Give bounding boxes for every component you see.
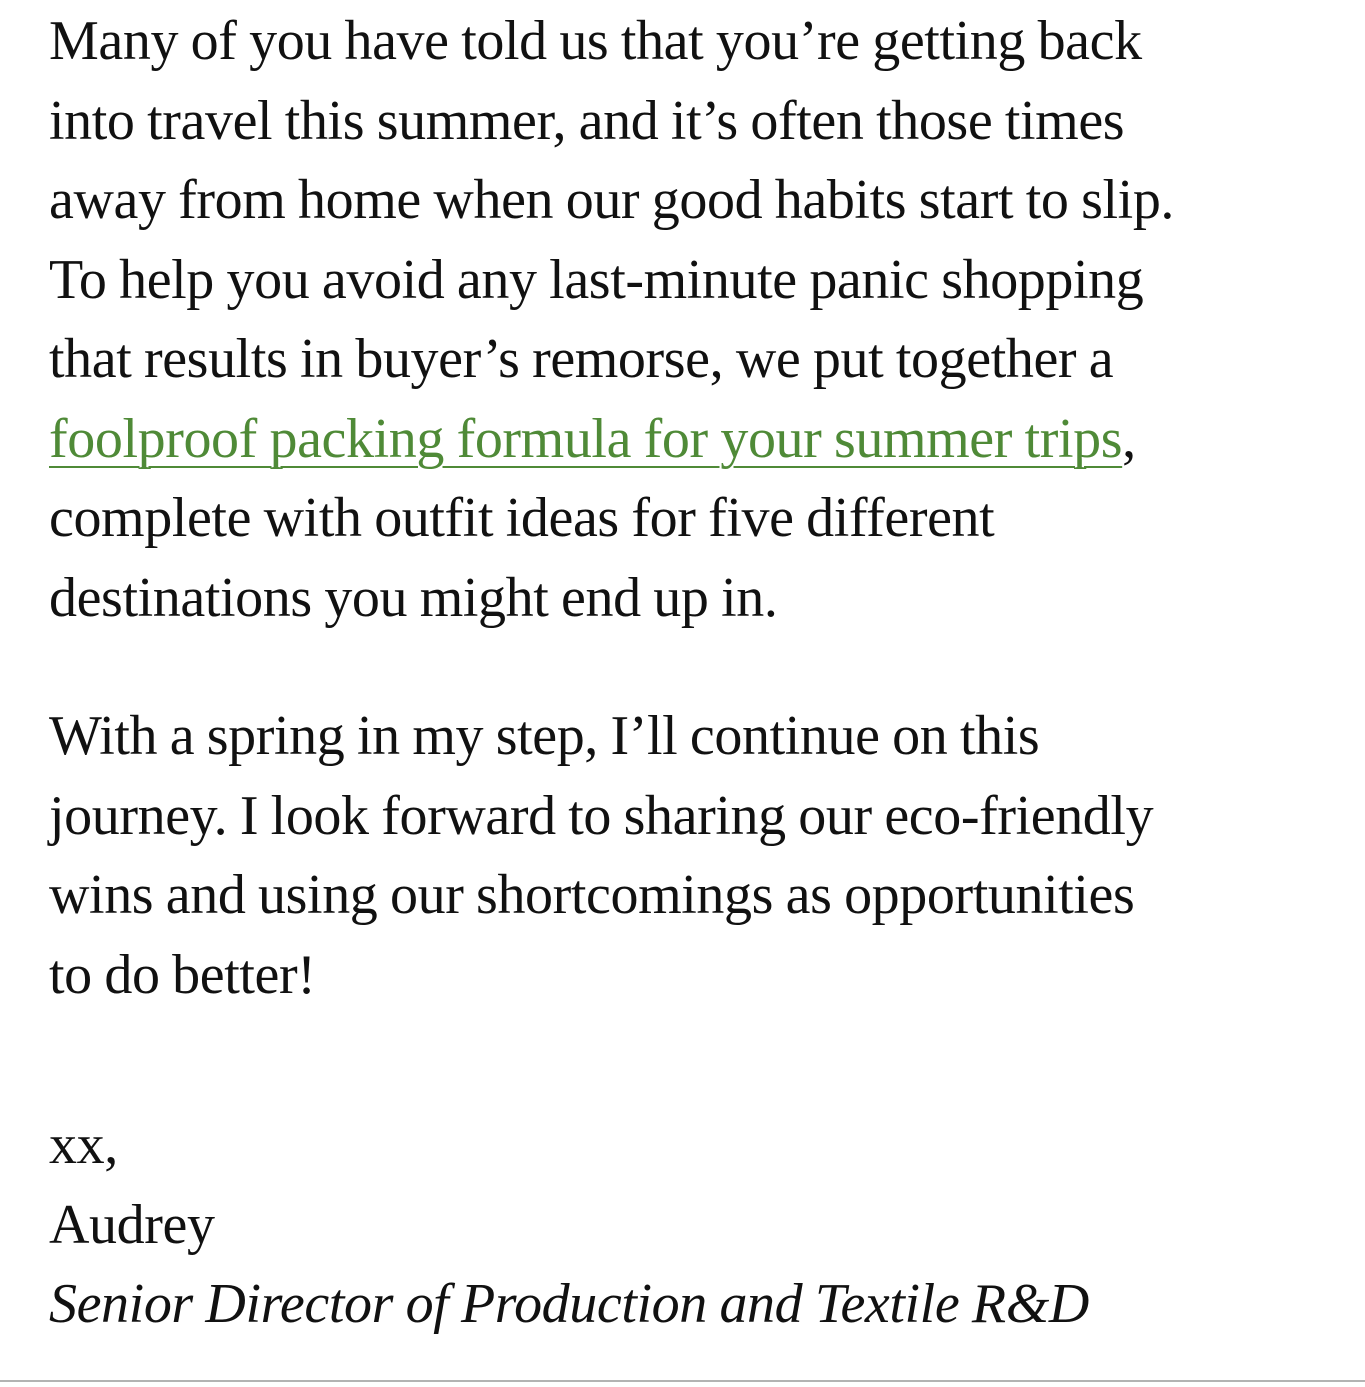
bottom-divider bbox=[0, 1380, 1365, 1382]
text-line: wins and using our shortcomings as opportunities bbox=[49, 864, 1135, 926]
text-line: into travel this summer, and it’s often those times bbox=[49, 89, 1125, 152]
text-line: With a spring in my step, I’ll continue on this bbox=[49, 705, 1040, 767]
packing-formula-link[interactable]: foolproof packing formula for your summer trips bbox=[49, 407, 1123, 470]
letter-body bbox=[49, 0, 1349, 1345]
text-line: destinations you might end up in. bbox=[49, 566, 778, 629]
closing: xx, bbox=[49, 1114, 118, 1176]
text-line: to do better! bbox=[49, 943, 316, 1006]
text-line: away from home when our good habits start to slip. bbox=[49, 169, 1175, 231]
link-trailing-comma: , bbox=[1122, 407, 1136, 470]
paragraph-travel bbox=[49, 2, 1349, 638]
text-line: that results in buyer’s remorse, we put together a bbox=[49, 328, 1114, 390]
text-line: complete with outfit ideas for five different bbox=[49, 487, 995, 549]
text-line: Many of you have told us that you’re getting back bbox=[49, 10, 1142, 72]
text-line: To help you avoid any last-minute panic shopping bbox=[49, 248, 1144, 311]
author-title: Senior Director of Production and Textile R&D bbox=[49, 1273, 1089, 1335]
text-line: journey. I look forward to sharing our eco-friendly bbox=[49, 784, 1154, 847]
author-name: Audrey bbox=[49, 1193, 215, 1256]
signoff bbox=[49, 1106, 1349, 1345]
paragraph-journey bbox=[49, 697, 1349, 1015]
